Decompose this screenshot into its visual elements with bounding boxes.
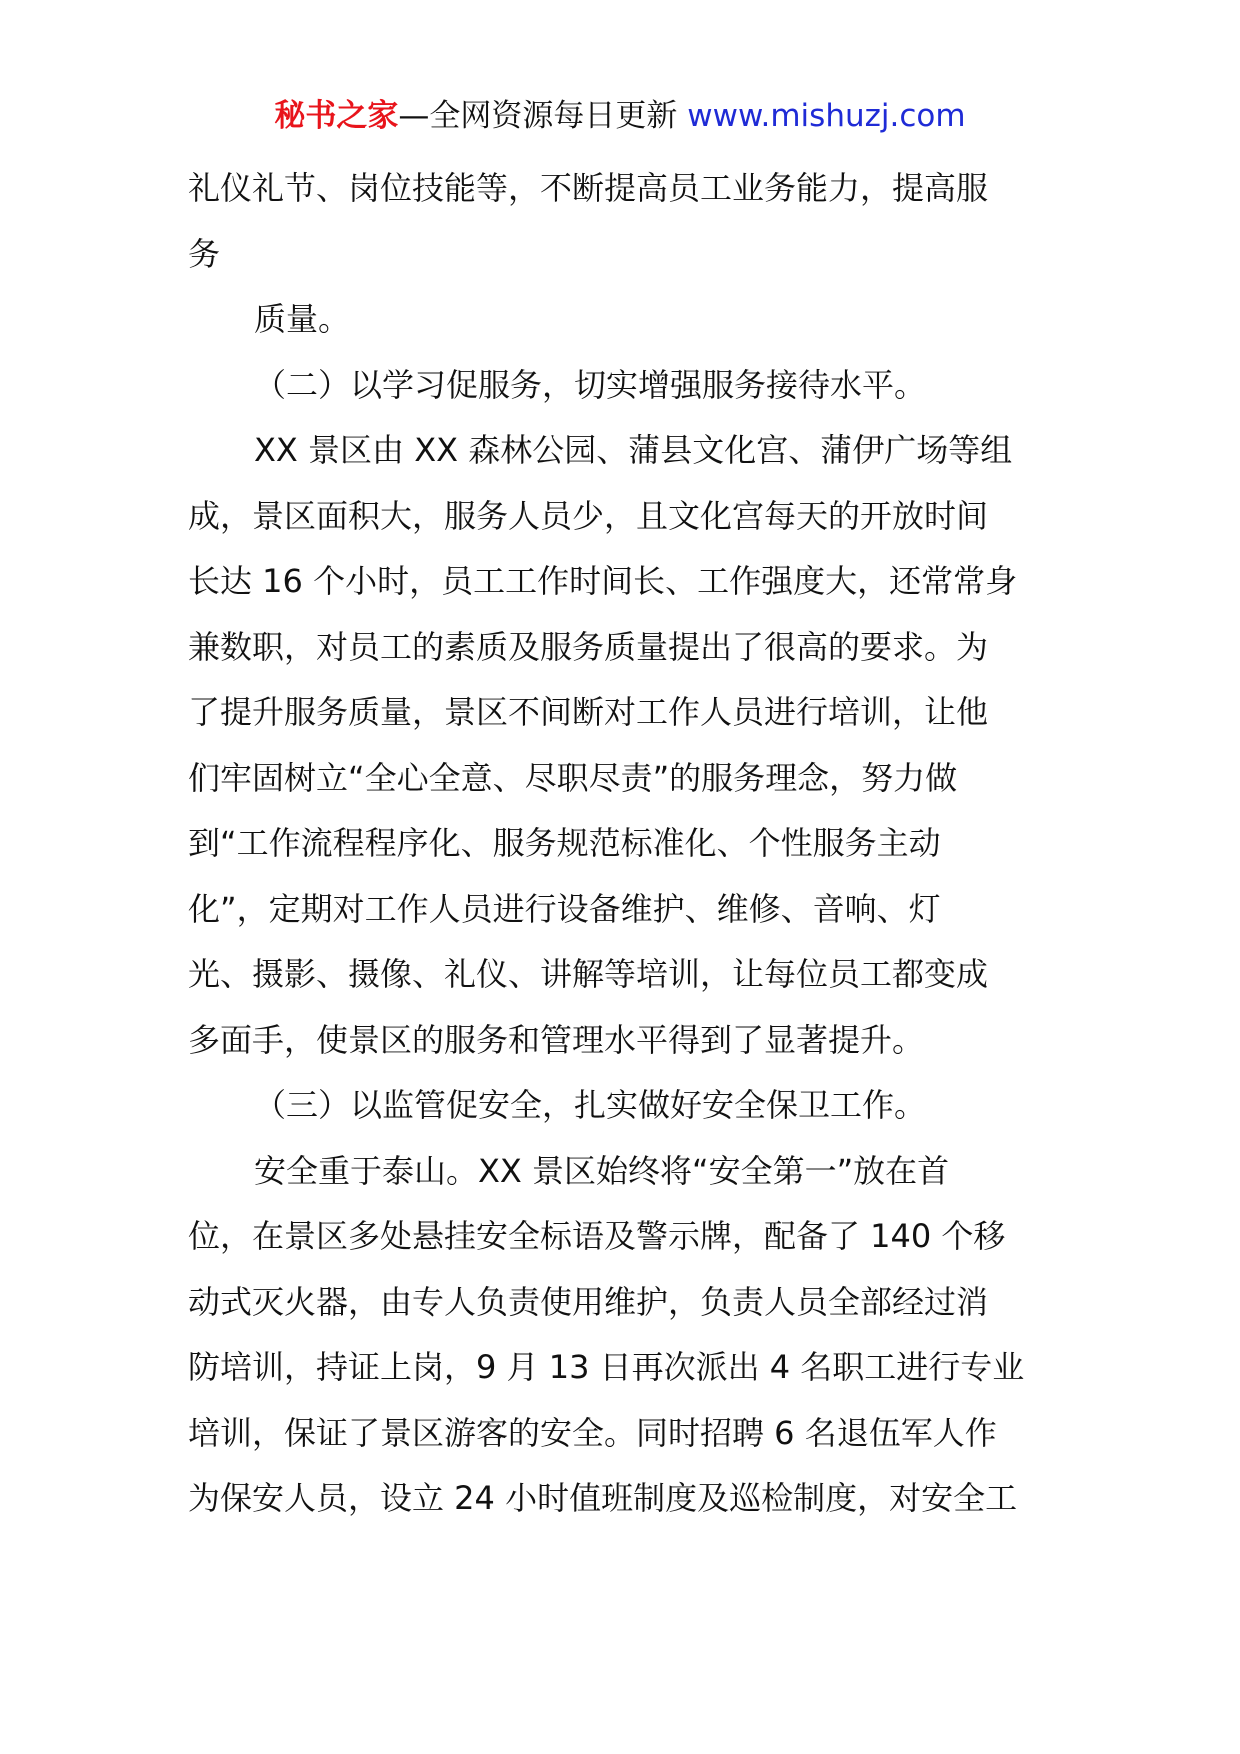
text-line: 长达 16 个小时，员工工作时间长、工作强度大，还常常身 [188,562,1018,600]
text-line: XX 景区由 XX 森林公园、蒲县文化宫、蒲伊广场等组 [254,431,1013,469]
text-line: 务 [188,234,221,273]
text-line: 光、摄影、摄像、礼仪、讲解等培训，让每位员工都变成 [188,955,989,993]
text-line: 培训，保证了景区游客的安全。同时招聘 6 名退伍军人作 [188,1413,997,1452]
section-heading: （二）以学习促服务，切实增强服务接待水平。 [254,365,927,404]
text-line: 成，景区面积大，服务人员少，且文化宫每天的开放时间 [188,496,989,535]
text-line: 们牢固树立“全心全意、尽职尽责”的服务理念，努力做 [188,758,958,797]
text-line: 到“工作流程程序化、服务规范标准化、个性服务主动 [188,824,941,862]
site-url[interactable]: www.mishuzj.com [687,98,966,134]
site-tagline: —全网资源每日更新 [398,98,678,134]
text-line: 为保安人员，设立 24 小时值班制度及巡检制度，对安全工 [188,1479,1018,1517]
page-header [0,96,1240,136]
document-body [188,168,1068,1544]
text-line: 兼数职，对员工的素质及服务质量提出了很高的要求。为 [188,627,989,666]
text-line: 动式灭火器，由专人负责使用维护，负责人员全部经过消 [188,1282,989,1321]
section-heading: （三）以监管促安全，扎实做好安全保卫工作。 [254,1086,927,1124]
text-line: 位，在景区多处悬挂安全标语及警示牌，配备了 140 个移 [188,1217,1006,1255]
text-line: 化”，定期对工作人员进行设备维护、维修、音响、灯 [188,889,941,928]
text-line: 安全重于泰山。XX 景区始终将“安全第一”放在首 [254,1151,950,1190]
text-line: 防培训，持证上岗，9 月 13 日再次派出 4 名职工进行专业 [188,1348,1025,1386]
text-line: 礼仪礼节、岗位技能等，不断提高员工业务能力，提高服 [188,169,989,207]
site-brand: 秘书之家 [274,98,399,134]
text-line: 质量。 [254,300,351,338]
text-line: 多面手，使景区的服务和管理水平得到了显著提升。 [188,1020,925,1059]
text-line: 了提升服务质量，景区不间断对工作人员进行培训，让他 [188,693,989,731]
